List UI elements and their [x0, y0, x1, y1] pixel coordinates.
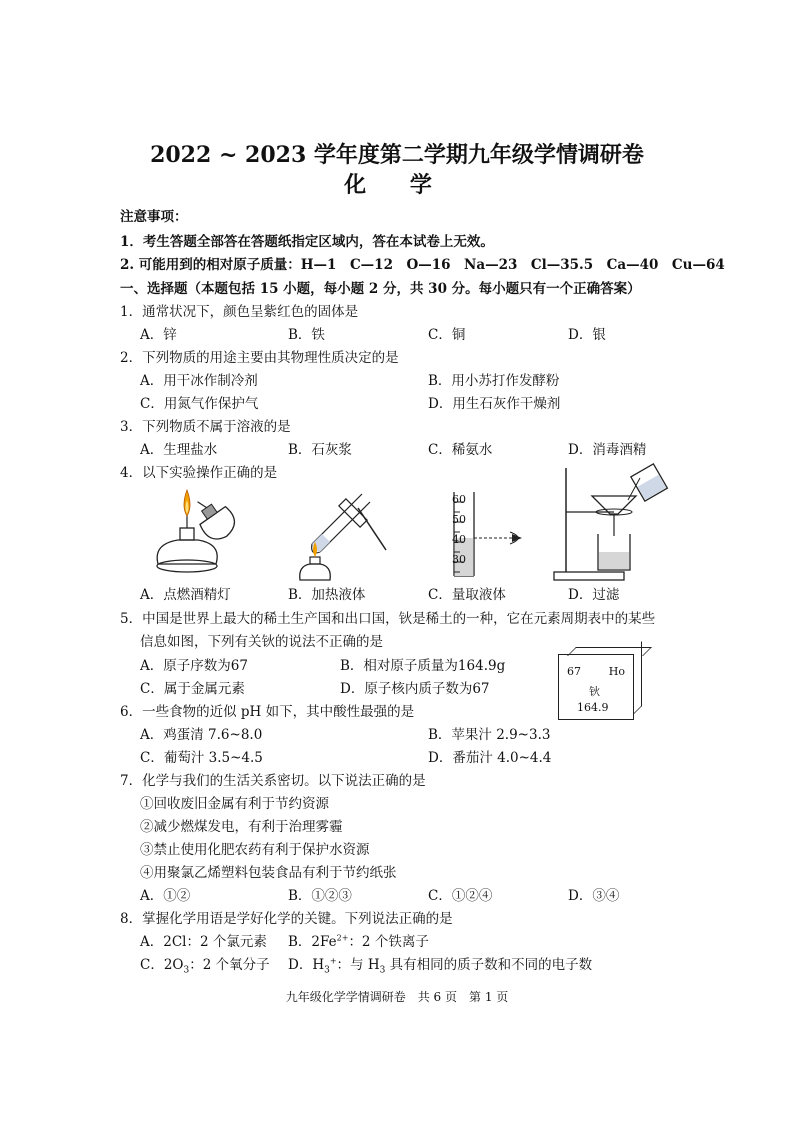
- q7-statement-4: ④用聚氯乙烯塑料包装食品有利于节约纸张: [140, 865, 397, 881]
- cylinder-tick-60: 60: [452, 493, 466, 506]
- q7-option-a: A．①②: [140, 888, 191, 904]
- q8-c-prefix: C．2O: [140, 957, 184, 973]
- q8-d-prefix: D．H: [288, 957, 325, 973]
- q7-option-d: D．③④: [568, 888, 620, 904]
- q5-stem-line1: 5．中国是世界上最大的稀土生产国和出口国，钬是稀土的一种，它在元素周期表中的某些: [120, 611, 656, 627]
- figure-heating-liquid: [290, 484, 390, 584]
- q7-option-b: B．①②③: [288, 888, 352, 904]
- q8-d-subscript-2: 3: [379, 965, 386, 976]
- q6-stem: 6．一些食物的近似 pH 如下，其中酸性最强的是: [120, 704, 415, 720]
- element-number: 67: [567, 665, 581, 678]
- q8-c-subscript: 3: [183, 965, 190, 976]
- q3-option-a: A．生理盐水: [140, 442, 218, 458]
- q7-stem: 7．化学与我们的生活关系密切。以下说法正确的是: [120, 773, 426, 789]
- q6-option-b: B．苹果汁 2.9~3.3: [428, 727, 551, 743]
- cylinder-tick-30: 30: [452, 553, 466, 566]
- q4-option-c: C．量取液体: [428, 587, 506, 603]
- q3-option-b: B．石灰浆: [288, 442, 352, 458]
- q5-option-b: B．相对原子质量为164.9g: [340, 658, 506, 674]
- q3-option-c: C．稀氨水: [428, 442, 493, 458]
- q7-statement-3: ③禁止使用化肥农药有利于保护水资源: [140, 842, 370, 858]
- q2-stem: 2．下列物质的用途主要由其物理性质决定的是: [120, 350, 399, 366]
- q7-statement-2: ②减少燃煤发电，有利于治理雾霾: [140, 819, 343, 835]
- element-mass: 164.9: [577, 701, 609, 714]
- q7-option-c: C．①②④: [428, 888, 493, 904]
- q8-b-prefix: B．2Fe: [288, 934, 337, 950]
- element-name: 钬: [589, 685, 600, 698]
- q5-option-a: A．原子序数为67: [140, 658, 248, 674]
- q2-option-d: D．用生石灰作干燥剂: [428, 396, 561, 412]
- q6-option-c: C．葡萄汁 3.5~4.5: [140, 750, 263, 766]
- q8-b-text: ：2 个铁离子: [348, 934, 429, 950]
- notes-heading: 注意事项：: [120, 209, 188, 225]
- element-symbol: Ho: [608, 665, 625, 678]
- element-card-holmium: [558, 654, 634, 720]
- q8-option-d: [288, 953, 592, 976]
- q5-stem-line2: 信息如图，下列有关钬的说法不正确的是: [140, 634, 383, 650]
- q8-stem: 8．掌握化学用语是学好化学的关键。下列说法正确的是: [120, 911, 453, 927]
- note-1: 1．考生答题全部答在答题纸指定区域内，答在本试卷上无效。: [120, 234, 494, 250]
- q8-b-charge: 2+: [336, 933, 349, 943]
- section-heading: 一、选择题（本题包括 15 小题，每小题 2 分，共 30 分。每小题只有一个正确答案）: [120, 281, 641, 297]
- q1-stem: 1．通常状况下，颜色呈紫红色的固体是: [120, 304, 359, 320]
- figure-alcohol-lamp-lighting: [148, 484, 248, 584]
- q8-c-text: ：2 个氧分子: [189, 957, 270, 973]
- q2-option-b: B．用小苏打作发酵粉: [428, 373, 560, 389]
- exam-title: 2022 ~ 2023 学年度第二学期九年级学情调研卷: [150, 142, 644, 168]
- q4-option-d: D．过滤: [568, 587, 620, 603]
- subject-title: 化 学: [344, 172, 450, 198]
- q3-option-d: D．消毒酒精: [568, 442, 647, 458]
- q8-d-charge: +: [329, 956, 337, 966]
- q6-option-d: D．番茄汁 4.0~4.4: [428, 750, 552, 766]
- q8-d-text-2: 具有相同的质子数和不同的电子数: [385, 957, 593, 973]
- q8-option-c: [140, 953, 270, 976]
- q8-option-a: A．2Cl：2 个氯元素: [140, 934, 267, 950]
- q2-option-a: A．用干冰作制冷剂: [140, 373, 258, 389]
- q1-option-b: B．铁: [288, 327, 325, 343]
- q1-option-a: A．锌: [140, 327, 177, 343]
- q5-option-d: D．原子核内质子数为67: [340, 681, 490, 697]
- q4-option-b: B．加热液体: [288, 587, 366, 603]
- q7-statement-1: ①回收废旧金属有利于节约资源: [140, 796, 329, 812]
- q3-stem: 3．下列物质不属于溶液的是: [120, 419, 291, 435]
- q6-option-a: A．鸡蛋清 7.6~8.0: [140, 727, 263, 743]
- q4-stem: 4．以下实验操作正确的是: [120, 465, 278, 481]
- q1-option-d: D．银: [568, 327, 606, 343]
- note-2: 2. 可能用到的相对原子质量：H—1 C—12 O—16 Na—23 Cl—35.5 Ca—40 Cu—64: [120, 257, 725, 273]
- q2-option-c: C．用氮气作保护气: [140, 396, 259, 412]
- q8-d-text: ：与 H: [336, 957, 380, 973]
- q8-option-b: [288, 930, 429, 950]
- cylinder-tick-40: 40: [452, 533, 466, 546]
- page-footer: 九年级化学学情调研卷 共 6 页 第 1 页: [285, 990, 509, 1004]
- cylinder-tick-50: 50: [452, 513, 466, 526]
- q4-option-a: A．点燃酒精灯: [140, 587, 231, 603]
- figure-filtration: [548, 462, 678, 584]
- q8-d-subscript: 3: [324, 965, 330, 976]
- q5-option-c: C．属于金属元素: [140, 681, 245, 697]
- q1-option-c: C．铜: [428, 327, 466, 343]
